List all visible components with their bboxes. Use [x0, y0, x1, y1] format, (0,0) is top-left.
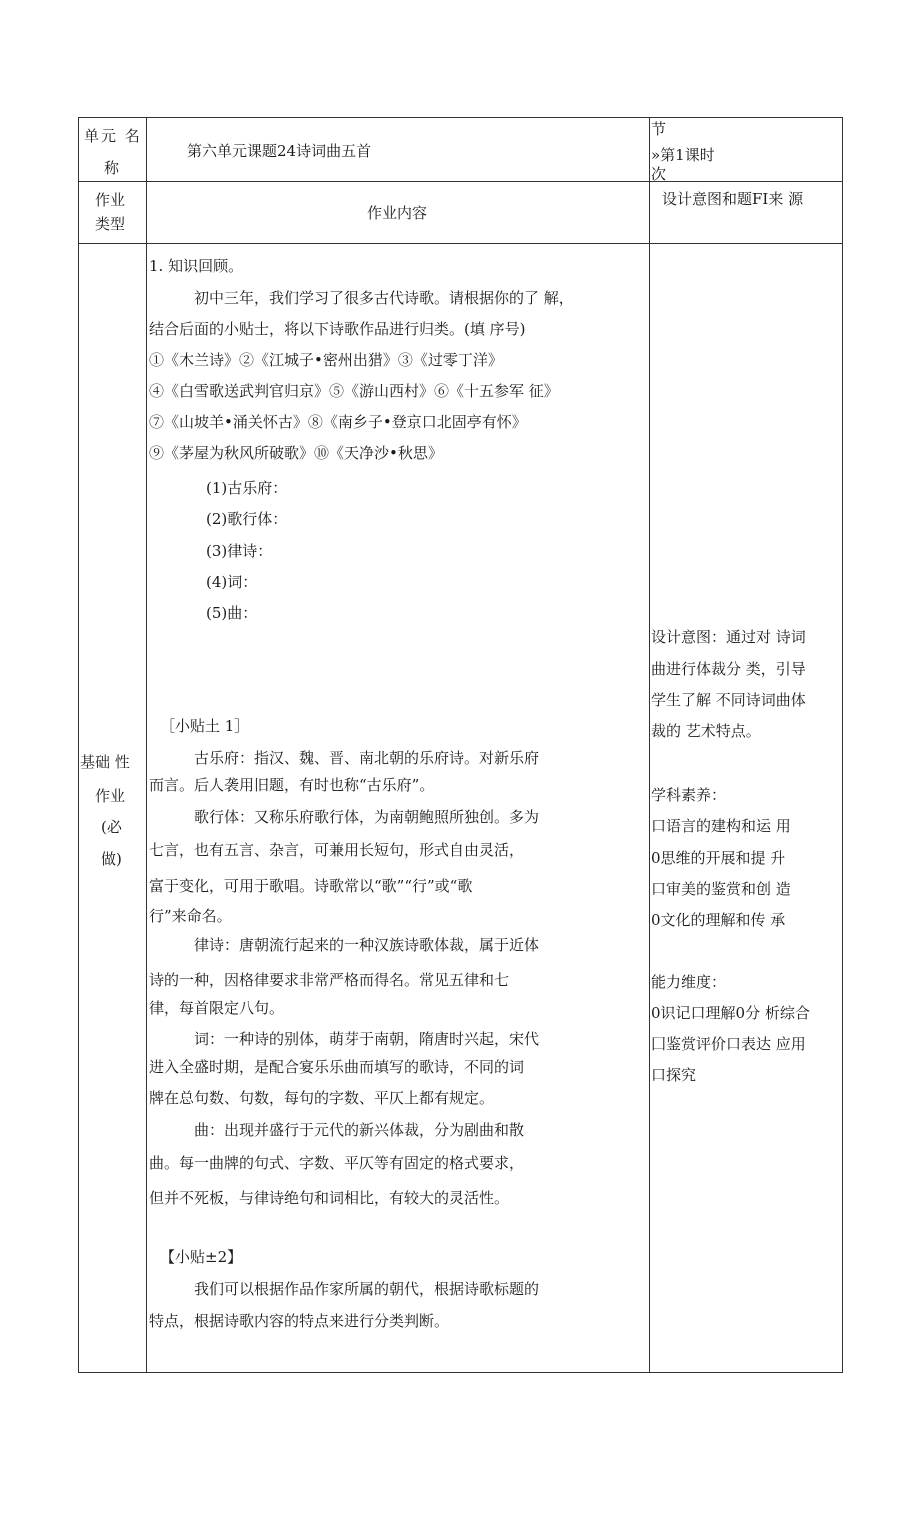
tip1-gexing-line3: 富于变化，可用于歌唱。诗歌常以“歌”“行”或“歌 — [149, 877, 473, 895]
row-type-line1: 基础 性 — [80, 753, 130, 771]
tip1-lushi-line2: 诗的一种，因格律要求非常严格而得名。常见五律和七 — [149, 971, 510, 989]
section-label-line1: 节 — [651, 120, 667, 138]
tip1-ci-line1: 词：一种诗的别体，萌芽于南朝，隋唐时兴起，宋代 — [194, 1030, 540, 1048]
section-value: »第1课时 — [651, 146, 715, 164]
tip1-qu-line1: 曲：出现并盛行于元代的新兴体裁，分为剧曲和散 — [194, 1121, 525, 1139]
tip1-gexing-line2: 七言，也有五言、杂言，可兼用长短句，形式自由灵活， — [149, 841, 525, 859]
tip1-yuefu-line1: 古乐府：指汉、魏、晋、南北朝的乐府诗。对新乐府 — [194, 749, 540, 767]
unit-label-line1: 单元 名 — [84, 127, 142, 145]
section-label-line2: 次 — [651, 165, 667, 181]
literacy-item-thinking: 0思维的开展和提 升 — [651, 849, 786, 867]
tip2-line1: 我们可以根据作品作家所属的朝代，根据诗歌标题的 — [194, 1280, 540, 1298]
question-intro-line2: 结合后面的小贴士，将以下诗歌作品进行归类。(填 序号) — [149, 320, 526, 338]
tip1-yuefu-line2: 而言。后人袭用旧题，有时也称“古乐府”。 — [149, 776, 435, 794]
design-intent-line2: 曲进行体裁分 类，引导 — [651, 660, 806, 678]
poem-list-line3: ⑦《山坡羊•涌关怀古》⑧《南乡子•登京口北固亭有怀》 — [149, 413, 527, 431]
col-type-line1: 作业 — [95, 191, 126, 209]
table-border-bottom — [78, 1372, 843, 1373]
row-type-line4: 做) — [101, 850, 122, 868]
literacy-item-language: 口语言的建构和运 用 — [651, 817, 791, 835]
table-divider-header — [78, 181, 843, 182]
table-divider-col1 — [146, 117, 147, 1373]
poem-list-line4: ⑨《茅屋为秋风所破歌》⑩《天净沙•秋思》 — [149, 444, 443, 462]
ability-line2: 囗鉴赏评价口表达 应用 — [651, 1035, 806, 1053]
unit-title: 第六单元课题24诗词曲五首 — [187, 142, 372, 160]
tip1-qu-line2: 曲。每一曲牌的句式、字数、平仄等有固定的格式要求， — [149, 1154, 525, 1172]
table-border-right — [842, 117, 843, 1373]
category-gexingti: (2)歌行体： — [206, 510, 288, 528]
design-intent-line3: 学生了解 不同诗词曲体 — [651, 691, 806, 709]
row-type-line3: (必 — [101, 818, 122, 836]
ability-line3: 口探究 — [651, 1066, 697, 1084]
unit-label-line2: 称 — [104, 159, 120, 177]
tip1-lushi-line1: 律诗：唐朝流行起来的一种汉族诗歌体裁，属于近体 — [194, 936, 540, 954]
tip2-title: 【小贴±2】 — [160, 1248, 243, 1266]
tip1-qu-line3: 但并不死板，与律诗绝句和词相比，有较大的灵活性。 — [149, 1189, 510, 1207]
design-intent-line4: 裁的 艺术特点。 — [651, 722, 761, 740]
category-qu: (5)曲： — [206, 604, 258, 622]
row-type-line2: 作业 — [95, 787, 126, 805]
tip1-ci-line2: 进入全盛时期，是配合宴乐乐曲而填写的歌诗，不同的词 — [149, 1058, 525, 1076]
col-type-line2: 类型 — [95, 215, 126, 233]
tip1-lushi-line3: 律，每首限定八句。 — [149, 999, 285, 1017]
design-intent-line1: 设计意图：通过对 诗词 — [651, 628, 806, 646]
tip1-gexing-line4: 行”来命名。 — [149, 907, 232, 925]
tip1-gexing-line1: 歌行体：又称乐府歌行体，为南朝鲍照所独创。多为 — [194, 808, 540, 826]
table-border-top — [78, 117, 843, 118]
table-border-left — [78, 117, 79, 1373]
col-content-header: 作业内容 — [367, 204, 428, 222]
question-title: 1. 知识回顾。 — [149, 257, 244, 275]
ability-line1: 0识记口理解0分 析综合 — [651, 1004, 810, 1022]
category-lushi: (3)律诗： — [206, 542, 273, 560]
question-intro-line1: 初中三年，我们学习了很多古代诗歌。请根据你的了 解， — [194, 289, 574, 307]
tip1-ci-line3: 牌在总句数、句数，每句的字数、平仄上都有规定。 — [149, 1089, 495, 1107]
table-divider-columns — [78, 243, 843, 244]
tip1-title: ［小贴土 1］ — [160, 717, 250, 735]
category-ancient-yuefu: (1)古乐府： — [206, 479, 288, 497]
category-ci: (4)词： — [206, 573, 258, 591]
tip2-line2: 特点，根据诗歌内容的特点来进行分类判断。 — [149, 1312, 450, 1330]
table-divider-col2 — [649, 117, 650, 1373]
poem-list-line1: ①《木兰诗》②《江城子•密州出猎》③《过零丁洋》 — [149, 351, 503, 369]
literacy-title: 学科素养： — [651, 786, 727, 804]
poem-list-line2: ④《白雪歌送武判官归京》⑤《游山西村》⑥《十五参军 征》 — [149, 382, 559, 400]
literacy-item-culture: 0文化的理解和传 承 — [651, 911, 786, 929]
literacy-item-aesthetic: 口审美的鉴赏和创 造 — [651, 880, 791, 898]
col-design-header: 设计意图和题FI来 源 — [662, 190, 804, 208]
ability-title: 能力维度： — [651, 973, 727, 991]
